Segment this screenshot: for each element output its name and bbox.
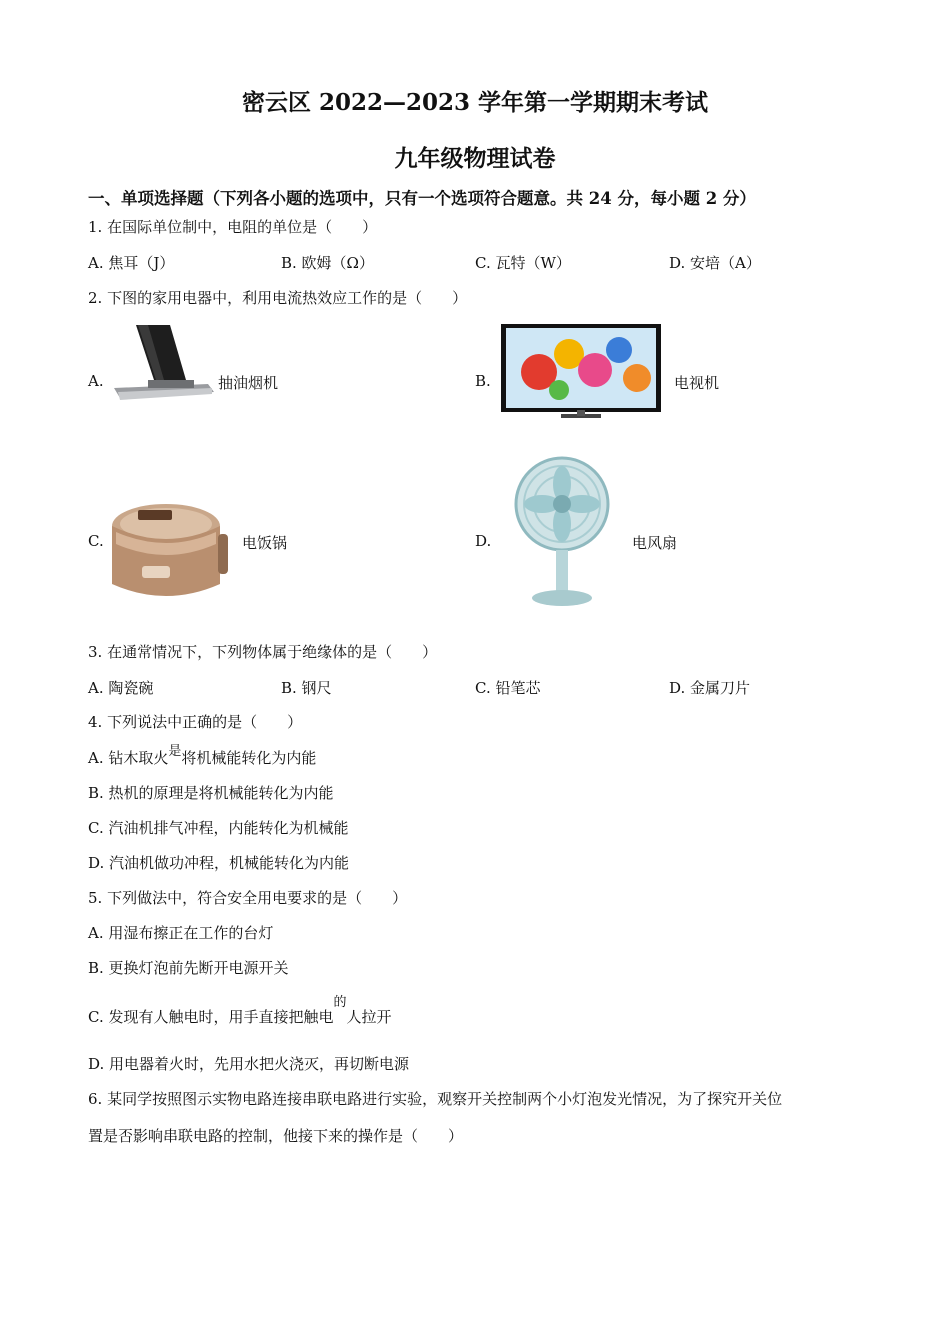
q4-option-d: D. 汽油机做功冲程，机械能转化为内能 xyxy=(88,854,350,872)
question-6-line-2: 置是否影响串联电路的控制，他接下来的操作是（ ） xyxy=(88,1127,464,1145)
q3-option-b: B. 钢尺 xyxy=(281,679,332,697)
q1-option-a: A. 焦耳（J） xyxy=(88,254,175,272)
exam-title: 密云区 2022—2023 学年第一学期期末考试 xyxy=(241,89,709,116)
q4-option-a-text-start: A. 钻木取火 xyxy=(88,749,169,767)
q2-option-a-letter: A. xyxy=(88,372,104,390)
question-3-stem: 3. 在通常情况下，下列物体属于绝缘体的是（ ） xyxy=(88,643,438,661)
question-2-stem: 2. 下图的家用电器中，利用电流热效应工作的是（ ） xyxy=(88,289,468,307)
q3-option-a: A. 陶瓷碗 xyxy=(88,679,154,697)
q4-option-a xyxy=(88,744,317,768)
q5-option-c-text-start: C. 发现有人触电时，用手直接把触电 xyxy=(88,1008,334,1026)
q2-option-d-label: 电风扇 xyxy=(632,534,678,552)
range-hood-image xyxy=(108,322,218,404)
q4-option-b: B. 热机的原理是将机械能转化为内能 xyxy=(88,784,334,802)
q3-option-c: C. 铅笔芯 xyxy=(475,679,541,697)
q4-option-a-raised-char: 是 xyxy=(168,744,182,759)
question-6-line-1: 6. 某同学按照图示实物电路连接串联电路进行实验，观察开关控制两个小灯泡发光情况，为了探究开关位 xyxy=(88,1090,783,1108)
television-image xyxy=(499,322,663,428)
question-4-stem: 4. 下列说法中正确的是（ ） xyxy=(88,713,303,731)
q3-option-d: D. 金属刀片 xyxy=(669,679,751,697)
q4-option-c: C. 汽油机排气冲程，内能转化为机械能 xyxy=(88,819,349,837)
exam-subtitle: 九年级物理试卷 xyxy=(394,145,556,172)
q2-option-d-letter: D. xyxy=(475,532,492,550)
electric-fan-image xyxy=(506,454,620,610)
q2-option-c-letter: C. xyxy=(88,532,104,550)
question-1-stem: 1. 在国际单位制中，电阻的单位是（ ） xyxy=(88,218,378,236)
q5-option-c-raised-char: 的 xyxy=(333,995,347,1010)
q5-option-c xyxy=(88,995,392,1027)
question-5-stem: 5. 下列做法中，符合安全用电要求的是（ ） xyxy=(88,889,408,907)
q4-option-a-text-end: 将机械能转化为内能 xyxy=(181,749,317,767)
q1-option-b: B. 欧姆（Ω） xyxy=(281,254,374,272)
rice-cooker-image xyxy=(106,496,234,608)
q5-option-d: D. 用电器着火时，先用水把火浇灭，再切断电源 xyxy=(88,1055,410,1073)
q5-option-b: B. 更换灯泡前先断开电源开关 xyxy=(88,959,289,977)
q5-option-a: A. 用湿布擦正在工作的台灯 xyxy=(88,924,274,942)
q1-option-c: C. 瓦特（W） xyxy=(475,254,571,272)
q2-option-c-label: 电饭锅 xyxy=(242,534,288,552)
q2-option-b-letter: B. xyxy=(475,372,491,390)
q2-option-a-label: 抽油烟机 xyxy=(218,374,279,392)
q5-option-c-text-end: 人拉开 xyxy=(346,1008,392,1026)
section-heading: 一、单项选择题（下列各小题的选项中，只有一个选项符合题意。共 24 分，每小题 2 分） xyxy=(88,189,756,208)
q2-option-b-label: 电视机 xyxy=(674,374,720,392)
q1-option-d: D. 安培（A） xyxy=(669,254,761,272)
